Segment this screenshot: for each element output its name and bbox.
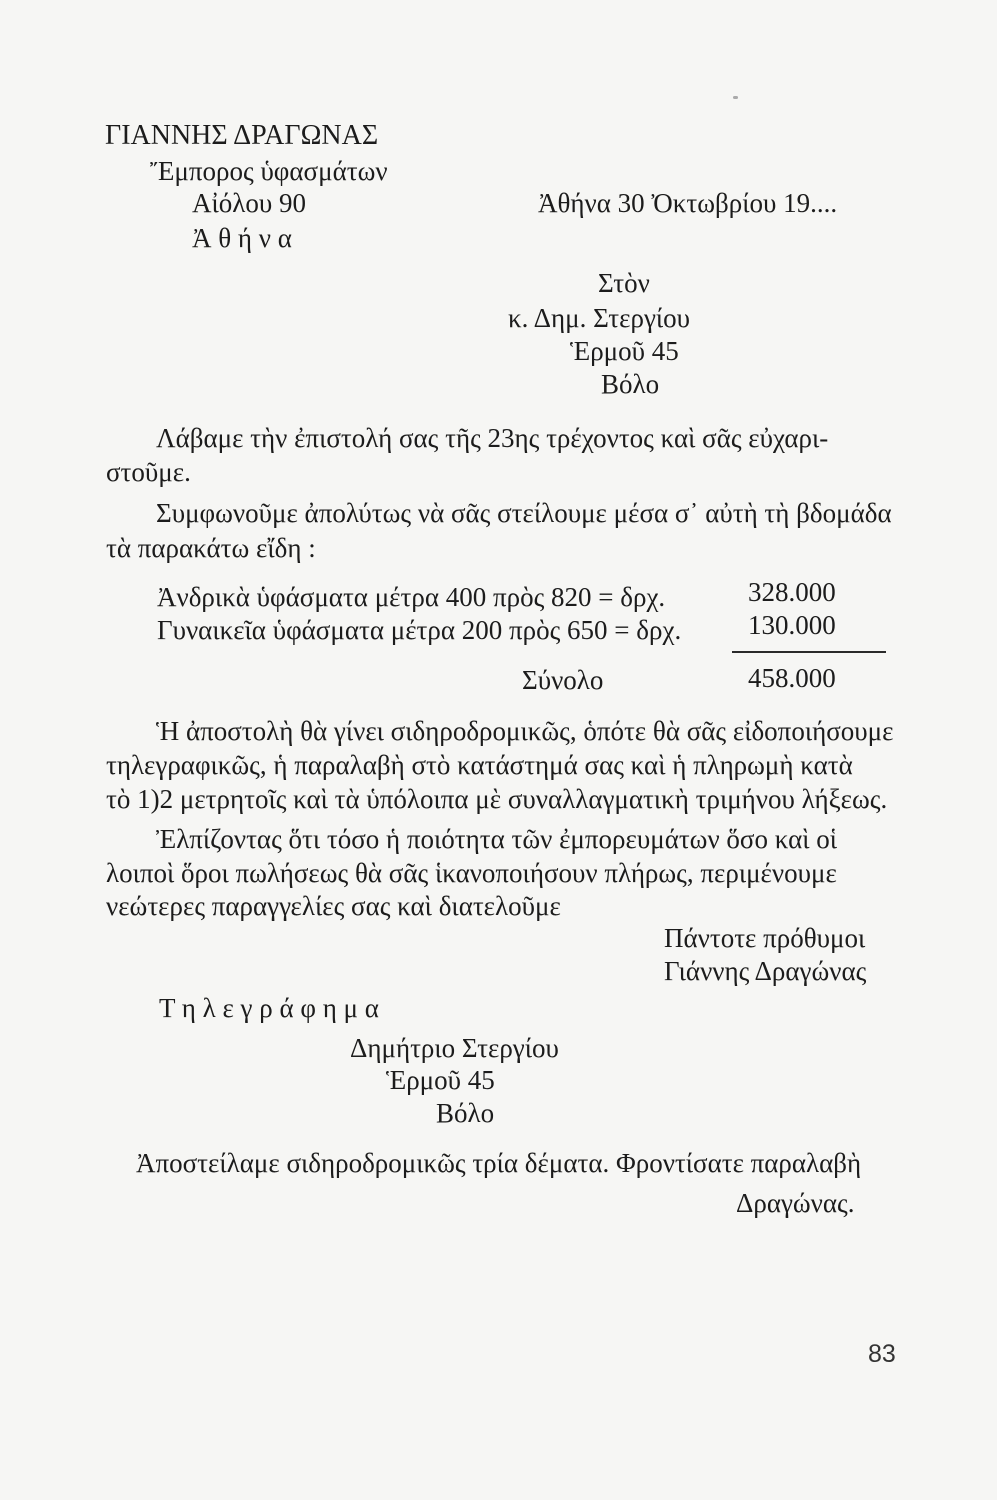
item-description: Ἀνδρικὰ ὑφάσματα μέτρα 400 πρὸς 820 = δρχ. xyxy=(157,582,666,612)
sender-city: Ἀ θ ή ν α xyxy=(192,223,292,253)
item-amount: 130.000 xyxy=(748,610,836,640)
telegram-message: Ἀποστείλαμε σιδηροδρομικῶς τρία δέματα. Φροντίσατε παραλαβὴ xyxy=(136,1148,862,1178)
paragraph-line: νεώτερες παραγγελίες σας καὶ διατελοῦμε xyxy=(106,891,561,921)
page-number: 83 xyxy=(868,1340,896,1368)
total-divider xyxy=(732,651,886,653)
sender-profession: Ἔμπορος ὑφασμάτων xyxy=(150,156,388,186)
telegram-signature: Δραγώνας. xyxy=(736,1188,855,1218)
paragraph-line: Ἡ ἀποστολὴ θὰ γίνει σιδηροδρομικῶς, ὁπότε θὰ σᾶς εἰδοποιήσουμε xyxy=(156,716,894,746)
telegram-heading: Τ η λ ε γ ρ ά φ η μ α xyxy=(159,993,379,1023)
telegram-recipient-street: Ἑρμοῦ 45 xyxy=(386,1065,495,1095)
paragraph-line: Λάβαμε τὴν ἐπιστολή σας τῆς 23ης τρέχοντος καὶ σᾶς εὐχαρι- xyxy=(156,423,829,453)
paragraph-line: τὰ παρακάτω εἴδη : xyxy=(106,533,316,563)
telegram-recipient-name: Δημήτριο Στεργίου xyxy=(350,1033,559,1063)
telegram-recipient-city: Βόλο xyxy=(436,1098,495,1128)
paragraph-line: στοῦμε. xyxy=(106,457,191,487)
item-description: Γυναικεῖα ὑφάσματα μέτρα 200 πρὸς 650 = δρχ. xyxy=(157,615,682,645)
sender-name: ΓΙΑΝΝΗΣ ΔΡΑΓΩΝΑΣ xyxy=(105,120,379,151)
total-label: Σύνολο xyxy=(522,665,604,695)
sender-street: Αἰόλου 90 xyxy=(192,188,306,218)
recipient-to: Στὸν xyxy=(598,268,650,298)
letter-signature: Γιάννης Δραγώνας xyxy=(664,956,867,986)
paragraph-line: Συμφωνοῦμε ἀπολύτως νὰ σᾶς στείλουμε μέσα σ᾽ αὐτὴ τὴ βδομάδα xyxy=(156,498,892,528)
paragraph-line: τὸ 1)2 μετρητοῖς καὶ τὰ ὑπόλοιπα μὲ συναλλαγματικὴ τριμήνου λήξεως. xyxy=(106,784,888,814)
recipient-name: κ. Δημ. Στεργίου xyxy=(508,303,691,333)
ink-speck xyxy=(733,96,738,99)
recipient-city: Βόλο xyxy=(601,369,660,399)
recipient-street: Ἑρμοῦ 45 xyxy=(570,336,679,366)
total-amount: 458.000 xyxy=(748,663,836,693)
letter-date: Ἀθήνα 30 Ὀκτωβρίου 19.... xyxy=(538,188,838,218)
paragraph-line: τηλεγραφικῶς, ἡ παραλαβὴ στὸ κατάστημά σας καὶ ἡ πληρωμὴ κατὰ xyxy=(106,750,853,780)
paragraph-line: Ἐλπίζοντας ὅτι τόσο ἡ ποιότητα τῶν ἐμπορευμάτων ὅσο καὶ οἱ xyxy=(156,824,838,854)
closing-phrase: Πάντοτε πρόθυμοι xyxy=(664,923,866,953)
paragraph-line: λοιποὶ ὅροι πωλήσεως θὰ σᾶς ἱκανοποιήσουν πλήρως, περιμένουμε xyxy=(106,858,837,888)
item-amount: 328.000 xyxy=(748,577,836,607)
